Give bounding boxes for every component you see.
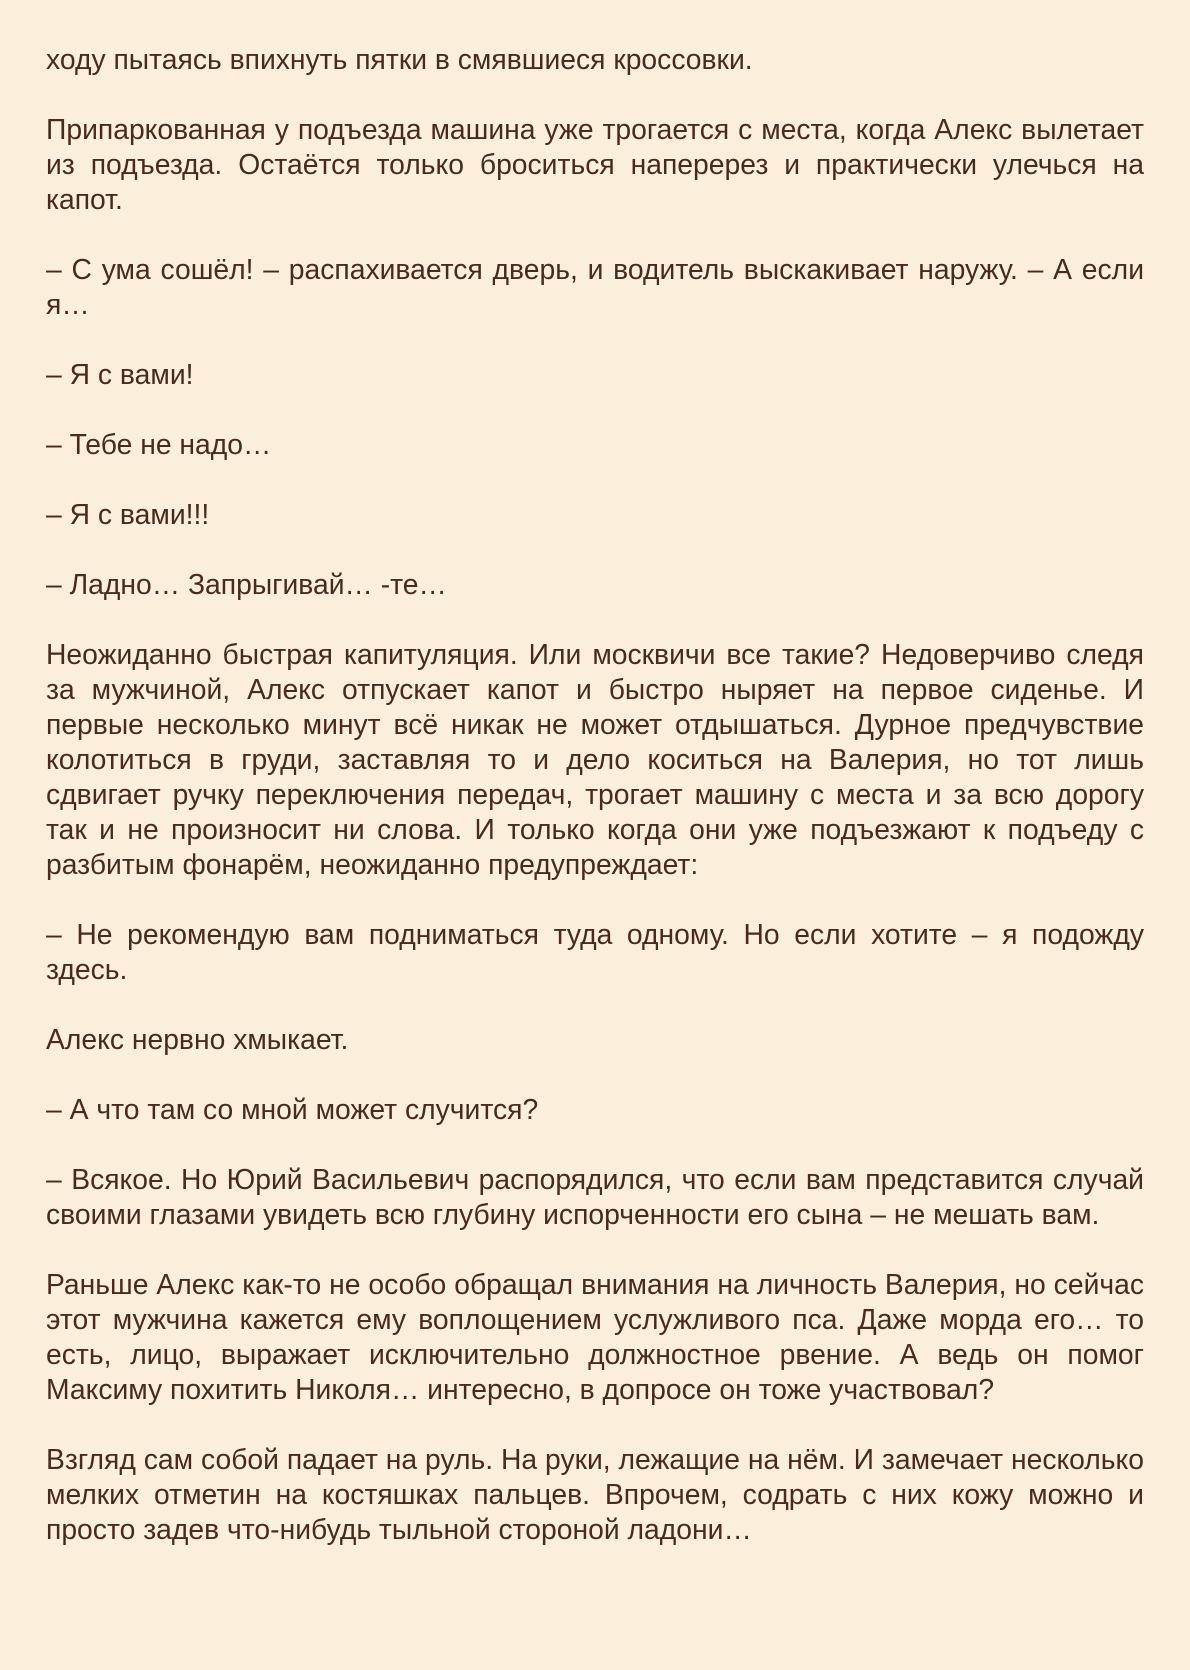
paragraph: Алекс нервно хмыкает. [46,1023,349,1055]
paragraph: – Я с вами!!! [46,498,210,530]
paragraph: Припаркованная у подъезда машина уже трогается с места, когда Алекс вылетает из подъезда. Остаётся только броситься наперерез и практически улечься на капот. [46,113,1144,215]
paragraph: – Тебе не надо… [46,428,272,460]
paragraph: Раньше Алекс как-то не особо обращал внимания на личность Валерия, но сейчас этот мужчина кажется ему воплощением услужливого пса. Даже морда его… то есть, лицо, выражает исключительно должностное рвение. А ведь он помог Максиму похитить Николя… интересно, в допросе он тоже участвовал? [46,1268,1144,1405]
paragraph: – Не рекомендую вам подниматься туда одному. Но если хотите – я подожду здесь. [46,918,1144,985]
paragraph: – Я с вами! [46,358,194,390]
paragraph: Неожиданно быстрая капитуляция. Или москвичи все такие? Недоверчиво следя за мужчиной, Алекс отпускает капот и быстро ныряет на первое сиденье. И первые несколько минут всё никак не может отдышаться. Дурное предчувствие колотиться в груди, заставляя то и дело коситься на Валерия, но тот лишь сдвигает ручку переключения передач, трогает машину с места и за всю дорогу так и не произносит ни слова. И только когда они уже подъезжают к подъеду с разбитым фонарём, неожиданно предупреждает: [46,638,1144,880]
paragraph: – А что там со мной может случится? [46,1093,539,1125]
paragraph: Взгляд сам собой падает на руль. На руки, лежащие на нём. И замечает несколько мелких отметин на костяшках пальцев. Впрочем, содрать с них кожу можно и просто задев что-нибудь тыльной стороной ладони… [46,1443,1144,1545]
paragraph: – С ума сошёл! – распахивается дверь, и водитель выскакивает наружу. – А если я… [46,253,1144,320]
paragraph: ходу пытаясь впихнуть пятки в смявшиеся кроссовки. [46,43,753,75]
paragraph: – Всякое. Но Юрий Васильевич распорядился, что если вам представится случай своими глазами увидеть всю глубину испорченности его сына – не мешать вам. [46,1163,1144,1230]
paragraph: – Ладно… Запрыгивай… -те… [46,568,447,600]
